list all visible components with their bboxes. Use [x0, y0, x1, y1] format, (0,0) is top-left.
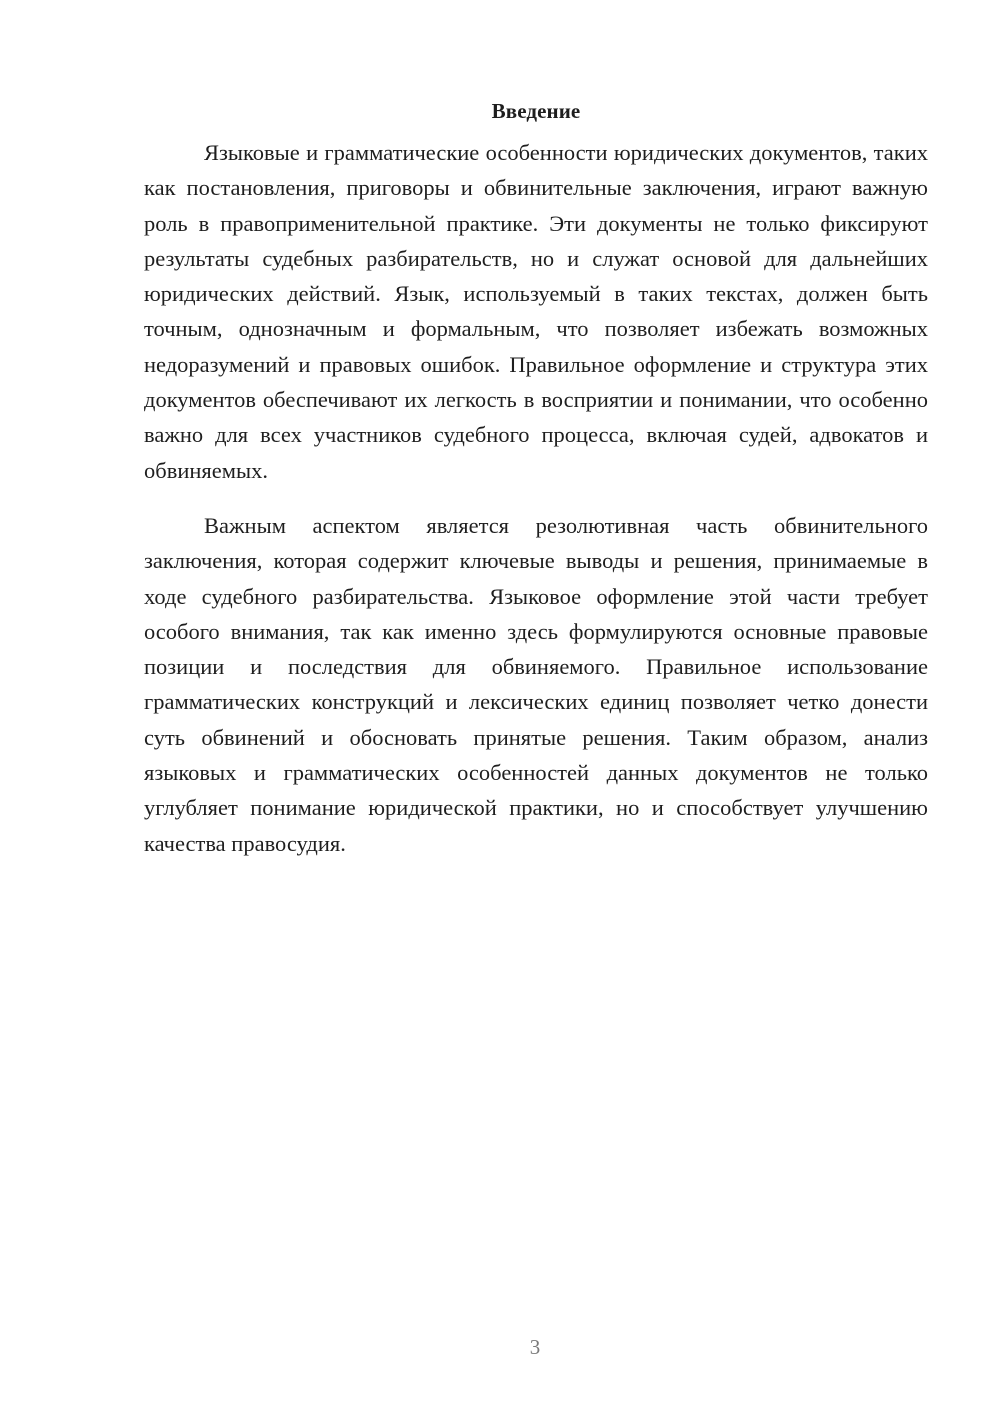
- paragraph-2: Важным аспектом является резолютивная часть обвинительного заключения, которая содержит ключевые выводы и решения, принимаемые в ходе судебного разбирательства. Языковое оформление этой части требует особого внимания, так как именно здесь формулируются основные правовые позиции и последствия для обвиняемого. Правильное использование грамматических конструкций и лексических единиц позволяет четко донести суть обвинений и обосновать принятые решения. Таким образом, анализ языковых и грамматических особенностей данных документов не только углубляет понимание юридической практики, но и способствует улучшению качества правосудия.: [144, 512, 928, 856]
- page-content: [144, 93, 928, 861]
- page-number: 3: [529, 1335, 541, 1359]
- paragraph-1: Языковые и грамматические особенности юридических документов, таких как постановления, приговоры и обвинительные заключения, играют важную роль в правоприменительной практике. Эти документы не только фиксируют результаты судебных разбирательств, но и служат основой для дальнейших юридических действий. Язык, используемый в таких текстах, должен быть точным, однозначным и формальным, что позволяет избежать возможных недоразумений и правовых ошибок. Правильное оформление и структура этих документов обеспечивают их легкость в восприятии и понимании, что особенно важно для всех участников судебного процесса, включая судей, адвокатов и обвиняемых.: [144, 140, 928, 483]
- section-heading: Введение: [491, 99, 581, 123]
